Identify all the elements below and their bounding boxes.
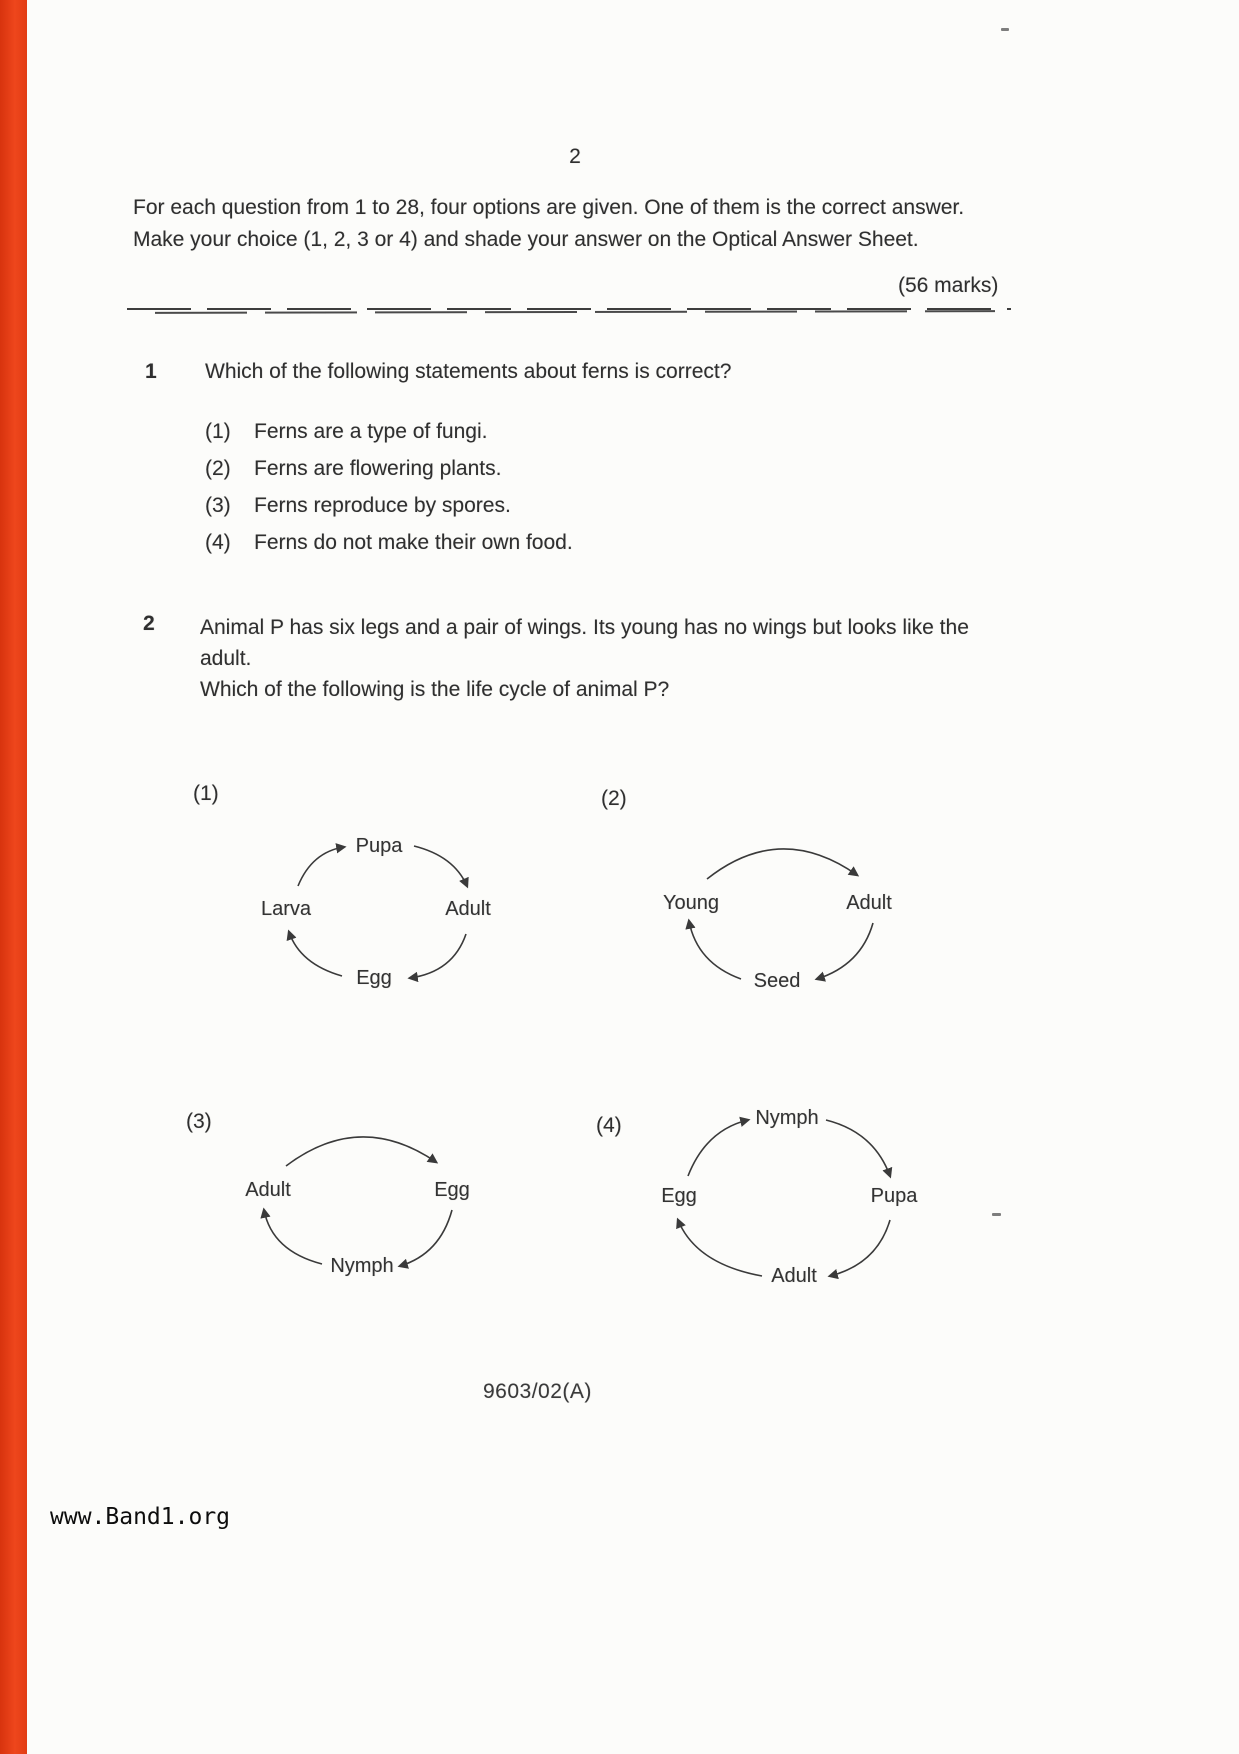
stage-label-nymph: Nymph [755, 1107, 819, 1129]
life-cycle-diagram-2 [593, 781, 953, 1011]
diagram-1-label: (1) [193, 782, 219, 805]
stage-label-seed: Seed [753, 970, 801, 992]
life-cycle-diagram-4 [588, 1108, 948, 1323]
option-row [205, 420, 573, 444]
cycle-arrow [826, 1120, 890, 1176]
cycle-arrow [689, 921, 741, 979]
question-2-stem: Animal P has six legs and a pair of wings. Its young has no wings but looks like the adult. [200, 616, 969, 670]
question-2-number: 2 [143, 612, 155, 635]
option-1-label: (1) [205, 420, 231, 443]
cycle-arrow [400, 1210, 452, 1266]
option-2-text: Ferns are flowering plants. [254, 457, 502, 480]
diagram-3-label: (3) [186, 1110, 212, 1133]
cycle-arrow [264, 1210, 322, 1264]
stage-label-adult: Adult [846, 892, 892, 914]
stage-label-egg: Egg [356, 967, 392, 989]
instructions-line-1: For each question from 1 to 28, four options are given. One of them is the correct answer. [133, 196, 965, 219]
cycle-arrow [707, 849, 857, 879]
life-cycle-svg-1 [240, 814, 520, 1004]
life-cycle-svg-3 [210, 1104, 510, 1294]
instructions [133, 192, 1025, 256]
life-cycle-diagram-1 [185, 776, 525, 1016]
stage-label-adult: Adult [771, 1265, 817, 1287]
diagram-2-label: (2) [601, 787, 627, 810]
cycle-arrow [298, 847, 344, 886]
cycle-arrow [817, 923, 873, 979]
scan-artifact [1001, 28, 1009, 31]
scan-artifact [992, 1213, 1001, 1216]
life-cycle-svg-4 [622, 1102, 932, 1297]
stage-label-larva: Larva [260, 898, 312, 920]
option-2-label: (2) [205, 457, 231, 480]
diagram-4-label: (4) [596, 1114, 622, 1137]
instructions-line-2: Make your choice (1, 2, 3 or 4) and shade your answer on the Optical Answer Sheet. [133, 228, 919, 251]
option-row [205, 494, 573, 518]
option-4-text: Ferns do not make their own food. [254, 531, 573, 554]
question-1-text: Which of the following statements about ferns is correct? [205, 360, 732, 383]
stage-label-egg: Egg [434, 1179, 470, 1201]
cycle-arrow [688, 1120, 748, 1176]
question-2-text [200, 612, 1005, 705]
marks-total: (56 marks) [898, 274, 999, 297]
paper-code: 9603/02(A) [483, 1380, 592, 1403]
cycle-arrow [678, 1220, 762, 1276]
stage-label-nymph: Nymph [330, 1255, 394, 1277]
question-1-options [205, 420, 573, 568]
cycle-arrow [289, 932, 342, 976]
question-1-number: 1 [145, 360, 157, 383]
option-row [205, 531, 573, 555]
option-3-label: (3) [205, 494, 231, 517]
life-cycle-diagram-3 [178, 1104, 528, 1339]
page-number: 2 [569, 145, 581, 168]
question-2-prompt: Which of the following is the life cycle of animal P? [200, 678, 670, 701]
option-4-label: (4) [205, 531, 231, 554]
watermark-url: www.Band1.org [50, 1504, 231, 1530]
stage-label-adult: Adult [245, 1179, 291, 1201]
stage-label-pupa: Pupa [870, 1185, 918, 1207]
cycle-arrow [830, 1220, 890, 1276]
option-row [205, 457, 573, 481]
life-cycle-svg-2 [645, 813, 945, 993]
cycle-arrow [286, 1137, 436, 1166]
stage-label-egg: Egg [661, 1185, 697, 1207]
cycle-arrow [414, 846, 467, 886]
section-divider [127, 308, 1011, 314]
scan-edge-stripe [0, 0, 27, 1754]
stage-label-pupa: Pupa [355, 835, 403, 857]
option-3-text: Ferns reproduce by spores. [254, 494, 511, 517]
option-1-text: Ferns are a type of fungi. [254, 420, 488, 443]
stage-label-young: Young [663, 892, 719, 914]
stage-label-adult: Adult [445, 898, 491, 920]
cycle-arrow [410, 934, 466, 978]
